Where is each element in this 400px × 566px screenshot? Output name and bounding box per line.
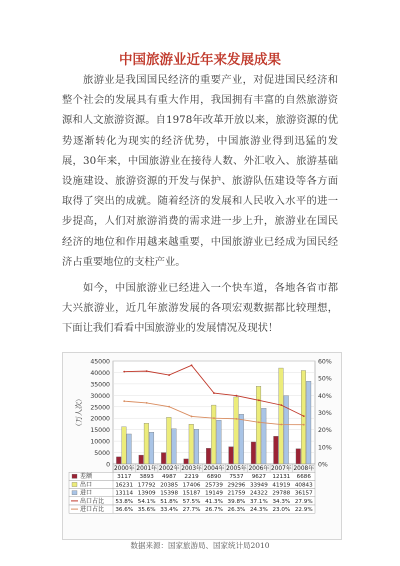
bar-0 [139,455,144,464]
data-label: 6686 [296,474,311,481]
series-point [123,371,125,373]
series-point [280,424,282,426]
series-point [303,424,305,426]
y-tick-label: 15000 [90,427,110,435]
category-label: 2004年 [203,466,225,472]
series-point [280,404,282,406]
y-tick-label: 35000 [90,381,110,389]
data-label: 29788 [272,490,291,497]
data-label: 3117 [117,474,132,481]
bar-1 [256,386,261,464]
category-label: 2005年 [226,466,247,472]
y-tick-label: 40000 [90,369,110,377]
data-label: 40843 [294,482,313,489]
series-point [258,399,260,401]
data-label: 21759 [227,490,246,497]
series-point [213,417,215,419]
data-label: 6890 [206,474,222,481]
bar-2 [194,429,199,464]
y-tick-label: 45000 [90,358,110,366]
tourism-chart-figure [62,352,342,540]
bar-1 [189,424,194,464]
y2-tick-label: 10% [318,444,332,452]
data-label: 4987 [161,474,177,481]
legend-label: 差额 [80,473,93,481]
bar-2 [306,381,311,464]
y2-tick-label: 30% [318,410,332,417]
bar-1 [301,371,306,464]
category-label: 2001年 [136,466,157,472]
bar-0 [206,448,211,464]
legend-label: 进口占比 [80,506,105,513]
legend-key [72,491,77,495]
legend-label: 出口 [80,481,93,489]
data-label: 35.6% [137,507,156,513]
page-title: 中国旅游业近年来发展成果 [119,52,281,68]
bar-1 [144,423,149,464]
y2-tick-label: 0% [318,461,328,469]
y-tick-label: 10000 [90,438,110,446]
bar-0 [229,447,234,464]
series-point [146,402,148,404]
bar-2 [217,420,222,464]
y2-tick-label: 40% [318,392,332,400]
series-point [213,392,215,394]
data-label: 34.3% [272,498,291,505]
data-label: 2219 [184,474,199,481]
data-label: 20385 [160,482,179,489]
data-label: 27.7% [182,507,201,513]
data-label: 41919 [272,482,291,489]
data-label: 13909 [137,490,156,497]
lead-in-paragraph: 如今，中国旅游业已经进入一个快车道，各地各省市都大兴旅游业，近几年旅游发展的各项宏观数据都比较理想，下面让我们看看中国旅游业的发展情况及现状！ [62,282,338,335]
y-tick-label: 20000 [90,415,110,423]
bar-2 [127,434,132,464]
bar-0 [296,449,301,464]
category-label: 2002年 [158,466,180,472]
bar-0 [116,457,121,464]
figure-caption: 数据来源：国家旅游局、国家统计局2010 [130,541,270,550]
data-label: 19149 [205,490,223,497]
data-label: 53.8% [115,498,134,505]
data-label: 41.3% [205,498,223,505]
bar-0 [274,436,279,464]
bar-0 [161,453,166,464]
data-label: 24.3% [249,507,268,513]
data-label: 54.1% [137,498,156,505]
data-label: 15398 [160,490,179,497]
series-point [236,395,238,397]
bar-1 [234,397,239,464]
data-label: 27.9% [294,498,313,505]
legend-label: 出口占比 [80,497,105,505]
data-label: 22.9% [294,507,313,513]
y2-tick-label: 50% [318,375,332,383]
y-tick-label: 5000 [94,450,110,458]
series-point [191,364,193,366]
series-point [123,400,125,402]
bar-1 [167,417,172,464]
category-label: 2008年 [293,466,315,472]
data-label: 33.4% [160,507,179,513]
bar-0 [184,459,189,464]
category-label: 2007年 [271,466,292,472]
y-tick-label: 25000 [90,404,110,412]
series-point [146,370,148,372]
data-label: 25739 [205,482,223,489]
bar-2 [149,432,154,464]
bar-2 [239,414,244,464]
series-point [168,374,170,376]
bar-2 [261,408,266,464]
bar-1 [279,368,284,464]
series-point [258,421,260,423]
data-label: 36157 [294,490,313,497]
y2-tick-label: 60% [318,358,332,366]
legend-key [72,474,77,478]
data-label: 13114 [115,490,134,497]
bar-2 [284,396,289,464]
data-label: 17792 [137,482,156,489]
intro-paragraph: 旅游业是我国国民经济的重要产业，对促进国民经济和整个社会的发展具有重大作用，我国拥有丰富的自然旅游资源和人文旅游资源。自1978年改革开放以来，旅游资源的优势逐渐转化为现实的经济优势，中国旅游业得到迅猛的发展，30年来，中国旅游业在接待人数、外汇收入、旅游基础设施建设、旅游资源的开发与保护、旅游队伍建设等各方面取得了突出的成就。随着经济的发展和人民收入水平的进一步提高，人们对旅游消费的需求进一步上升，旅游业在国民经济的地位和作用越来越重要，中国旅游业已经成为国民经济占重要地位的支柱产业。 [62,74,338,268]
data-label: 17406 [182,482,201,489]
category-label: 2003年 [181,466,202,472]
data-label: 39.8% [227,498,246,505]
data-label: 15187 [182,490,201,497]
category-label: 2000年 [113,466,135,472]
bar-2 [172,429,177,464]
data-label: 37.1% [249,498,268,505]
y-tick-label: 0 [106,461,110,469]
data-label: 26.7% [205,507,223,513]
series-point [191,416,193,418]
data-label: 29296 [227,482,246,489]
bar-0 [251,442,256,464]
legend-key [72,482,77,486]
data-label: 23.0% [272,507,291,513]
data-label: 16231 [115,482,134,489]
y-tick-label: 30000 [90,392,110,400]
series-point [168,406,170,408]
series-point [236,418,238,420]
data-label: 12131 [272,474,291,481]
bar-1 [211,405,216,464]
bar-1 [122,427,127,464]
category-label: 2006年 [248,466,270,472]
data-label: 26.3% [227,507,246,513]
series-point [303,415,305,417]
data-label: 36.6% [115,507,134,513]
data-label: 33949 [249,482,268,489]
legend-label: 进口 [80,489,93,497]
y2-tick-label: 20% [318,427,332,435]
data-label: 7537 [229,474,244,481]
data-label: 51.8% [160,498,179,505]
data-label: 24322 [249,490,268,497]
data-label: 9627 [251,474,267,481]
data-label: 57.5% [182,498,201,505]
y-axis-label: （万人次） [75,395,83,430]
data-label: 3893 [139,474,154,481]
tourism-bar-line-chart [63,353,341,539]
